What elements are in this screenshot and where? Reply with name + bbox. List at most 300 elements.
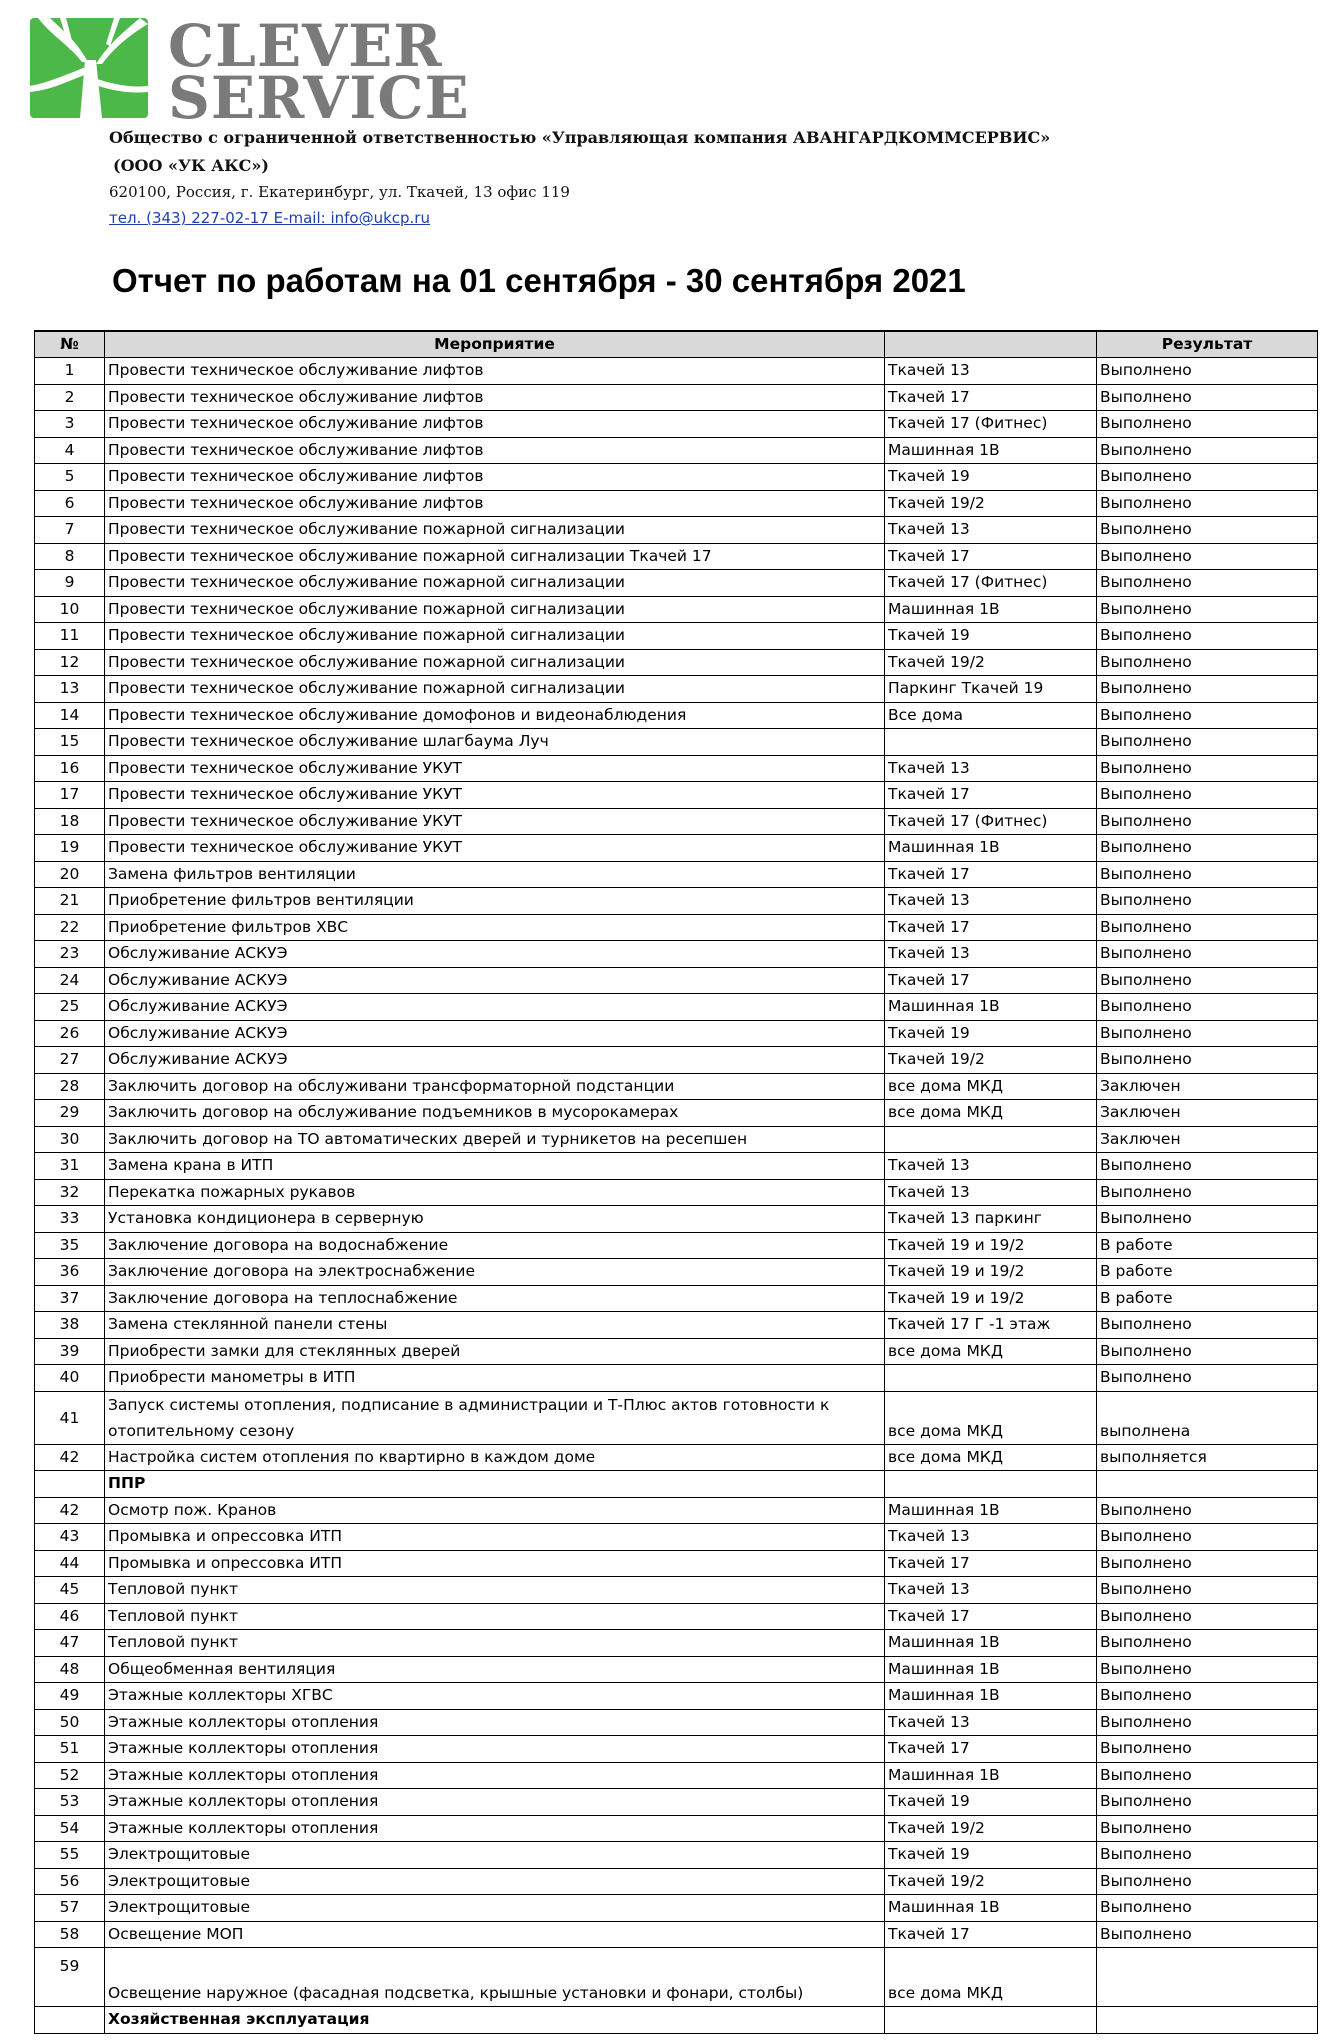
report-title: Отчет по работам на 01 сентября - 30 сентября 2021 — [112, 262, 966, 299]
table-row — [35, 861, 1318, 888]
row-task: Провести техническое обслуживание лифтов — [105, 384, 885, 411]
row-result: Выполнено — [1097, 1630, 1318, 1657]
row-location: Ткачей 13 — [885, 1577, 1097, 1604]
row-number: 3 — [35, 411, 105, 438]
row-location: Ткачей 17 (Фитнес) — [885, 808, 1097, 835]
row-number: 56 — [35, 1868, 105, 1895]
table-row — [35, 888, 1318, 915]
row-number: 11 — [35, 623, 105, 650]
table-row — [35, 1179, 1318, 1206]
table-row — [35, 914, 1318, 941]
table-row — [35, 1100, 1318, 1127]
row-task: Настройка систем отопления по квартирно в каждом доме — [105, 1444, 885, 1471]
row-result: Выполнено — [1097, 1524, 1318, 1551]
row-number: 59 — [35, 1948, 105, 2007]
row-task: Запуск системы отопления, подписание в администрации и Т-Плюс актов готовности к отопительному сезону — [105, 1391, 885, 1444]
row-location: Ткачей 17 — [885, 861, 1097, 888]
row-location: Ткачей 19 и 19/2 — [885, 1259, 1097, 1286]
row-number: 44 — [35, 1550, 105, 1577]
table-row — [35, 1948, 1318, 2007]
row-location: Ткачей 17 (Фитнес) — [885, 570, 1097, 597]
table-row — [35, 1550, 1318, 1577]
row-task: Этажные коллекторы отопления — [105, 1762, 885, 1789]
row-task: Освещение наружное (фасадная подсветка, крышные установки и фонари, столбы) — [105, 1948, 885, 2007]
row-location: Ткачей 19/2 — [885, 649, 1097, 676]
row-task: Промывка и опрессовка ИТП — [105, 1524, 885, 1551]
row-result: Выполнено — [1097, 570, 1318, 597]
row-location: Ткачей 17 — [885, 782, 1097, 809]
row-result: Выполнено — [1097, 835, 1318, 862]
row-task: Провести техническое обслуживание пожарной сигнализации — [105, 570, 885, 597]
row-location — [885, 729, 1097, 756]
row-task: Заключить договор на обслуживание подъемников в мусорокамерах — [105, 1100, 885, 1127]
row-location: Ткачей 17 (Фитнес) — [885, 411, 1097, 438]
row-number: 36 — [35, 1259, 105, 1286]
row-location: Паркинг Ткачей 19 — [885, 676, 1097, 703]
row-task: Провести техническое обслуживание лифтов — [105, 464, 885, 491]
row-task: Приобретение фильтров ХВС — [105, 914, 885, 941]
table-row — [35, 1683, 1318, 1710]
row-result: Выполнено — [1097, 1895, 1318, 1922]
table-row — [35, 1047, 1318, 1074]
row-location: Ткачей 13 — [885, 941, 1097, 968]
row-task: Замена фильтров вентиляции — [105, 861, 885, 888]
row-number: 14 — [35, 702, 105, 729]
row-location: Ткачей 13 — [885, 1153, 1097, 1180]
row-location: Ткачей 13 — [885, 1709, 1097, 1736]
row-result: Выполнено — [1097, 649, 1318, 676]
table-row — [35, 941, 1318, 968]
row-number: 54 — [35, 1815, 105, 1842]
row-result — [1097, 1471, 1318, 1498]
row-location: Ткачей 19 — [885, 1020, 1097, 1047]
table-body — [35, 358, 1318, 2034]
row-number: 20 — [35, 861, 105, 888]
row-location: все дома МКД — [885, 1444, 1097, 1471]
row-number: 15 — [35, 729, 105, 756]
row-location: Ткачей 17 — [885, 1921, 1097, 1948]
row-result — [1097, 2007, 1318, 2034]
table-row — [35, 1444, 1318, 1471]
row-location: Ткачей 19 — [885, 1789, 1097, 1816]
table-row — [35, 570, 1318, 597]
row-location: Ткачей 19 — [885, 464, 1097, 491]
row-result: Выполнено — [1097, 1206, 1318, 1233]
table-row — [35, 1153, 1318, 1180]
row-number: 22 — [35, 914, 105, 941]
row-result: Выполнено — [1097, 967, 1318, 994]
row-task: Этажные коллекторы отопления — [105, 1709, 885, 1736]
report-table — [34, 330, 1318, 2034]
header-number: № — [35, 331, 105, 358]
row-location: Ткачей 19/2 — [885, 1868, 1097, 1895]
logo-text-line2: SERVICE — [168, 64, 470, 132]
row-number: 1 — [35, 358, 105, 385]
row-result: Выполнено — [1097, 1153, 1318, 1180]
row-location: Машинная 1В — [885, 1683, 1097, 1710]
row-number: 57 — [35, 1895, 105, 1922]
table-row — [35, 1020, 1318, 1047]
row-task: Электрощитовые — [105, 1868, 885, 1895]
row-location: Ткачей 13 — [885, 517, 1097, 544]
company-address: 620100, Россия, г. Екатеринбург, ул. Ткачей, 13 офис 119 — [109, 183, 570, 201]
row-result: Выполнено — [1097, 1709, 1318, 1736]
row-task: Замена стеклянной панели стены — [105, 1312, 885, 1339]
row-task: Провести техническое обслуживание пожарной сигнализации — [105, 596, 885, 623]
row-result: Выполнено — [1097, 358, 1318, 385]
row-location: Машинная 1В — [885, 1762, 1097, 1789]
row-number: 25 — [35, 994, 105, 1021]
row-task: Перекатка пожарных рукавов — [105, 1179, 885, 1206]
row-number: 49 — [35, 1683, 105, 1710]
row-task: Замена крана в ИТП — [105, 1153, 885, 1180]
row-location: все дома МКД — [885, 1073, 1097, 1100]
row-location: Ткачей 19 — [885, 1842, 1097, 1869]
table-row — [35, 1736, 1318, 1763]
table-row — [35, 702, 1318, 729]
row-task: Приобрести замки для стеклянных дверей — [105, 1338, 885, 1365]
row-number: 5 — [35, 464, 105, 491]
row-result: Выполнено — [1097, 994, 1318, 1021]
row-task: Провести техническое обслуживание домофонов и видеонаблюдения — [105, 702, 885, 729]
row-number: 12 — [35, 649, 105, 676]
table-row — [35, 490, 1318, 517]
row-result: Выполнено — [1097, 1736, 1318, 1763]
row-task: Заключение договора на теплоснабжение — [105, 1285, 885, 1312]
row-location: Ткачей 13 — [885, 1524, 1097, 1551]
row-result: Выполнено — [1097, 437, 1318, 464]
row-result: Выполнено — [1097, 941, 1318, 968]
table-row — [35, 543, 1318, 570]
row-number: 26 — [35, 1020, 105, 1047]
header-task: Мероприятие — [105, 331, 885, 358]
table-row — [35, 649, 1318, 676]
row-result: Выполнено — [1097, 1789, 1318, 1816]
row-location: Ткачей 19 — [885, 623, 1097, 650]
row-location: Ткачей 13 паркинг — [885, 1206, 1097, 1233]
row-number: 19 — [35, 835, 105, 862]
table-row — [35, 1391, 1318, 1444]
row-location: Ткачей 17 Г -1 этаж — [885, 1312, 1097, 1339]
table-row — [35, 411, 1318, 438]
company-name: Общество с ограниченной ответственностью «Управляющая компания АВАНГАРДКОММСЕРВИС» — [109, 128, 1051, 147]
row-task: Установка кондиционера в серверную — [105, 1206, 885, 1233]
row-result: Выполнено — [1097, 384, 1318, 411]
row-number — [35, 2007, 105, 2034]
row-number: 23 — [35, 941, 105, 968]
row-task: Провести техническое обслуживание УКУТ — [105, 755, 885, 782]
row-location: Машинная 1В — [885, 835, 1097, 862]
row-number: 9 — [35, 570, 105, 597]
row-task: ППР — [105, 1471, 885, 1498]
row-number: 10 — [35, 596, 105, 623]
row-number: 35 — [35, 1232, 105, 1259]
section-row — [35, 2007, 1318, 2034]
row-result: Выполнено — [1097, 1338, 1318, 1365]
row-result: Выполнено — [1097, 1312, 1318, 1339]
table-row — [35, 1497, 1318, 1524]
row-task: Заключение договора на электроснабжение — [105, 1259, 885, 1286]
row-task: Обслуживание АСКУЭ — [105, 967, 885, 994]
table-row — [35, 1868, 1318, 1895]
section-row — [35, 1471, 1318, 1498]
row-task: Электрощитовые — [105, 1842, 885, 1869]
table-row — [35, 1656, 1318, 1683]
table-row — [35, 596, 1318, 623]
row-location: Ткачей 17 — [885, 967, 1097, 994]
row-number: 30 — [35, 1126, 105, 1153]
table-row — [35, 1603, 1318, 1630]
row-result: Выполнено — [1097, 1656, 1318, 1683]
company-logo — [30, 12, 475, 132]
row-number: 51 — [35, 1736, 105, 1763]
header-result: Результат — [1097, 331, 1318, 358]
row-result: Выполнено — [1097, 888, 1318, 915]
header-location — [885, 331, 1097, 358]
row-task: Заключить договор на ТО автоматических дверей и турникетов на ресепшен — [105, 1126, 885, 1153]
row-number: 21 — [35, 888, 105, 915]
table-row — [35, 755, 1318, 782]
table-row — [35, 1762, 1318, 1789]
row-task: Электрощитовые — [105, 1895, 885, 1922]
row-number: 41 — [35, 1391, 105, 1444]
row-location: Ткачей 13 — [885, 888, 1097, 915]
row-number: 43 — [35, 1524, 105, 1551]
row-location: Ткачей 19/2 — [885, 1815, 1097, 1842]
row-number — [35, 1471, 105, 1498]
table-row — [35, 358, 1318, 385]
row-task: Осмотр пож. Кранов — [105, 1497, 885, 1524]
row-location: Машинная 1В — [885, 994, 1097, 1021]
row-result: Выполнено — [1097, 914, 1318, 941]
row-location: все дома МКД — [885, 1391, 1097, 1444]
row-task: Провести техническое обслуживание УКУТ — [105, 835, 885, 862]
row-task: Провести техническое обслуживание пожарной сигнализации — [105, 623, 885, 650]
row-task: Заключить договор на обслуживани трансформаторной подстанции — [105, 1073, 885, 1100]
row-location: все дома МКД — [885, 1100, 1097, 1127]
row-result: Выполнено — [1097, 782, 1318, 809]
row-task: Приобрести манометры в ИТП — [105, 1365, 885, 1392]
row-task: Обслуживание АСКУЭ — [105, 994, 885, 1021]
row-task: Этажные коллекторы ХГВС — [105, 1683, 885, 1710]
row-task: Тепловой пункт — [105, 1603, 885, 1630]
row-result: В работе — [1097, 1259, 1318, 1286]
table-row — [35, 623, 1318, 650]
table-row — [35, 1232, 1318, 1259]
row-result: Выполнено — [1097, 1921, 1318, 1948]
company-short-name: (ООО «УК АКС») — [113, 156, 269, 175]
row-result: Заключен — [1097, 1126, 1318, 1153]
row-result: Заключен — [1097, 1100, 1318, 1127]
row-number: 8 — [35, 543, 105, 570]
row-task: Провести техническое обслуживание пожарной сигнализации — [105, 676, 885, 703]
row-number: 46 — [35, 1603, 105, 1630]
row-number: 16 — [35, 755, 105, 782]
row-result: Выполнено — [1097, 464, 1318, 491]
row-number: 42 — [35, 1444, 105, 1471]
row-result: Выполнено — [1097, 1683, 1318, 1710]
row-result: Выполнено — [1097, 490, 1318, 517]
row-task: Хозяйственная эксплуатация — [105, 2007, 885, 2034]
row-location — [885, 1365, 1097, 1392]
row-result: Выполнено — [1097, 676, 1318, 703]
table-row — [35, 1577, 1318, 1604]
row-result: Выполнено — [1097, 1497, 1318, 1524]
row-task: Провести техническое обслуживание лифтов — [105, 437, 885, 464]
row-task: Заключение договора на водоснабжение — [105, 1232, 885, 1259]
row-location: Ткачей 19/2 — [885, 1047, 1097, 1074]
row-result: Выполнено — [1097, 1020, 1318, 1047]
row-task: Провести техническое обслуживание шлагбаума Луч — [105, 729, 885, 756]
row-result: Выполнено — [1097, 808, 1318, 835]
row-location: Машинная 1В — [885, 1497, 1097, 1524]
row-result: Выполнено — [1097, 1365, 1318, 1392]
row-task: Обслуживание АСКУЭ — [105, 1047, 885, 1074]
row-task: Провести техническое обслуживание лифтов — [105, 490, 885, 517]
row-number: 27 — [35, 1047, 105, 1074]
table-row — [35, 517, 1318, 544]
row-number: 2 — [35, 384, 105, 411]
row-result: Выполнено — [1097, 596, 1318, 623]
row-number: 32 — [35, 1179, 105, 1206]
row-number: 4 — [35, 437, 105, 464]
row-number: 45 — [35, 1577, 105, 1604]
row-number: 47 — [35, 1630, 105, 1657]
row-number: 52 — [35, 1762, 105, 1789]
row-result: Выполнено — [1097, 1762, 1318, 1789]
row-number: 17 — [35, 782, 105, 809]
row-number: 48 — [35, 1656, 105, 1683]
company-contacts-link[interactable]: тел. (343) 227-02-17 E-mail: info@ukcp.ru — [109, 209, 430, 227]
row-location: Ткачей 17 — [885, 384, 1097, 411]
row-task: Обслуживание АСКУЭ — [105, 1020, 885, 1047]
table-row — [35, 808, 1318, 835]
table-row — [35, 729, 1318, 756]
table-row — [35, 1630, 1318, 1657]
table-row — [35, 1895, 1318, 1922]
table-header-row — [35, 331, 1318, 358]
row-task: Провести техническое обслуживание пожарной сигнализации Ткачей 17 — [105, 543, 885, 570]
table-row — [35, 1815, 1318, 1842]
row-location — [885, 1471, 1097, 1498]
row-number: 6 — [35, 490, 105, 517]
row-number: 13 — [35, 676, 105, 703]
row-number: 28 — [35, 1073, 105, 1100]
table-row — [35, 384, 1318, 411]
row-result: Выполнено — [1097, 1868, 1318, 1895]
table-row — [35, 1206, 1318, 1233]
row-task: Промывка и опрессовка ИТП — [105, 1550, 885, 1577]
row-number: 18 — [35, 808, 105, 835]
row-number: 37 — [35, 1285, 105, 1312]
row-location: Ткачей 17 — [885, 1736, 1097, 1763]
row-result: Выполнено — [1097, 1550, 1318, 1577]
row-number: 50 — [35, 1709, 105, 1736]
table-row — [35, 1365, 1318, 1392]
row-task: Освещение МОП — [105, 1921, 885, 1948]
table-row — [35, 1842, 1318, 1869]
row-result: Выполнено — [1097, 861, 1318, 888]
table-row — [35, 1921, 1318, 1948]
row-result: Выполнено — [1097, 543, 1318, 570]
row-task: Тепловой пункт — [105, 1577, 885, 1604]
row-location — [885, 1126, 1097, 1153]
row-task: Этажные коллекторы отопления — [105, 1789, 885, 1816]
row-location: Ткачей 17 — [885, 914, 1097, 941]
row-location: Ткачей 13 — [885, 358, 1097, 385]
row-location: Ткачей 19 и 19/2 — [885, 1285, 1097, 1312]
row-location: все дома МКД — [885, 1338, 1097, 1365]
row-number: 55 — [35, 1842, 105, 1869]
row-location: Ткачей 17 — [885, 1550, 1097, 1577]
row-result: Выполнено — [1097, 1047, 1318, 1074]
tree-leaf-logo-icon — [30, 18, 148, 118]
row-number: 39 — [35, 1338, 105, 1365]
table-row — [35, 835, 1318, 862]
row-result — [1097, 1948, 1318, 2007]
row-location: Машинная 1В — [885, 437, 1097, 464]
row-result: Выполнено — [1097, 1842, 1318, 1869]
row-location — [885, 2007, 1097, 2034]
row-result: Выполнено — [1097, 517, 1318, 544]
table-row — [35, 676, 1318, 703]
table-row — [35, 1073, 1318, 1100]
row-number: 31 — [35, 1153, 105, 1180]
row-location: Ткачей 19/2 — [885, 490, 1097, 517]
row-location: Ткачей 13 — [885, 755, 1097, 782]
table-row — [35, 1259, 1318, 1286]
row-number: 53 — [35, 1789, 105, 1816]
row-result: Выполнено — [1097, 702, 1318, 729]
row-result: Выполнено — [1097, 623, 1318, 650]
table-row — [35, 994, 1318, 1021]
row-number: 38 — [35, 1312, 105, 1339]
row-result: Выполнено — [1097, 411, 1318, 438]
table-row — [35, 437, 1318, 464]
row-task: Этажные коллекторы отопления — [105, 1736, 885, 1763]
row-task: Общеобменная вентиляция — [105, 1656, 885, 1683]
table-row — [35, 1285, 1318, 1312]
row-number: 24 — [35, 967, 105, 994]
row-task: Провести техническое обслуживание пожарной сигнализации — [105, 517, 885, 544]
row-result: Выполнено — [1097, 755, 1318, 782]
row-task: Провести техническое обслуживание лифтов — [105, 411, 885, 438]
row-result: Выполнено — [1097, 729, 1318, 756]
row-task: Обслуживание АСКУЭ — [105, 941, 885, 968]
row-number: 42 — [35, 1497, 105, 1524]
row-location: Ткачей 17 — [885, 543, 1097, 570]
row-task: Провести техническое обслуживание лифтов — [105, 358, 885, 385]
table-row — [35, 1789, 1318, 1816]
table-row — [35, 1338, 1318, 1365]
row-location: Машинная 1В — [885, 596, 1097, 623]
table-row — [35, 1709, 1318, 1736]
table-row — [35, 1524, 1318, 1551]
row-task: Этажные коллекторы отопления — [105, 1815, 885, 1842]
row-result: выполняется — [1097, 1444, 1318, 1471]
row-task: Провести техническое обслуживание УКУТ — [105, 808, 885, 835]
row-location: Машинная 1В — [885, 1656, 1097, 1683]
row-task: Провести техническое обслуживание УКУТ — [105, 782, 885, 809]
row-location: Ткачей 17 — [885, 1603, 1097, 1630]
row-task: Тепловой пункт — [105, 1630, 885, 1657]
row-number: 33 — [35, 1206, 105, 1233]
row-result: В работе — [1097, 1285, 1318, 1312]
row-number: 58 — [35, 1921, 105, 1948]
row-location: Ткачей 13 — [885, 1179, 1097, 1206]
row-location: все дома МКД — [885, 1948, 1097, 2007]
row-location: Ткачей 19 и 19/2 — [885, 1232, 1097, 1259]
